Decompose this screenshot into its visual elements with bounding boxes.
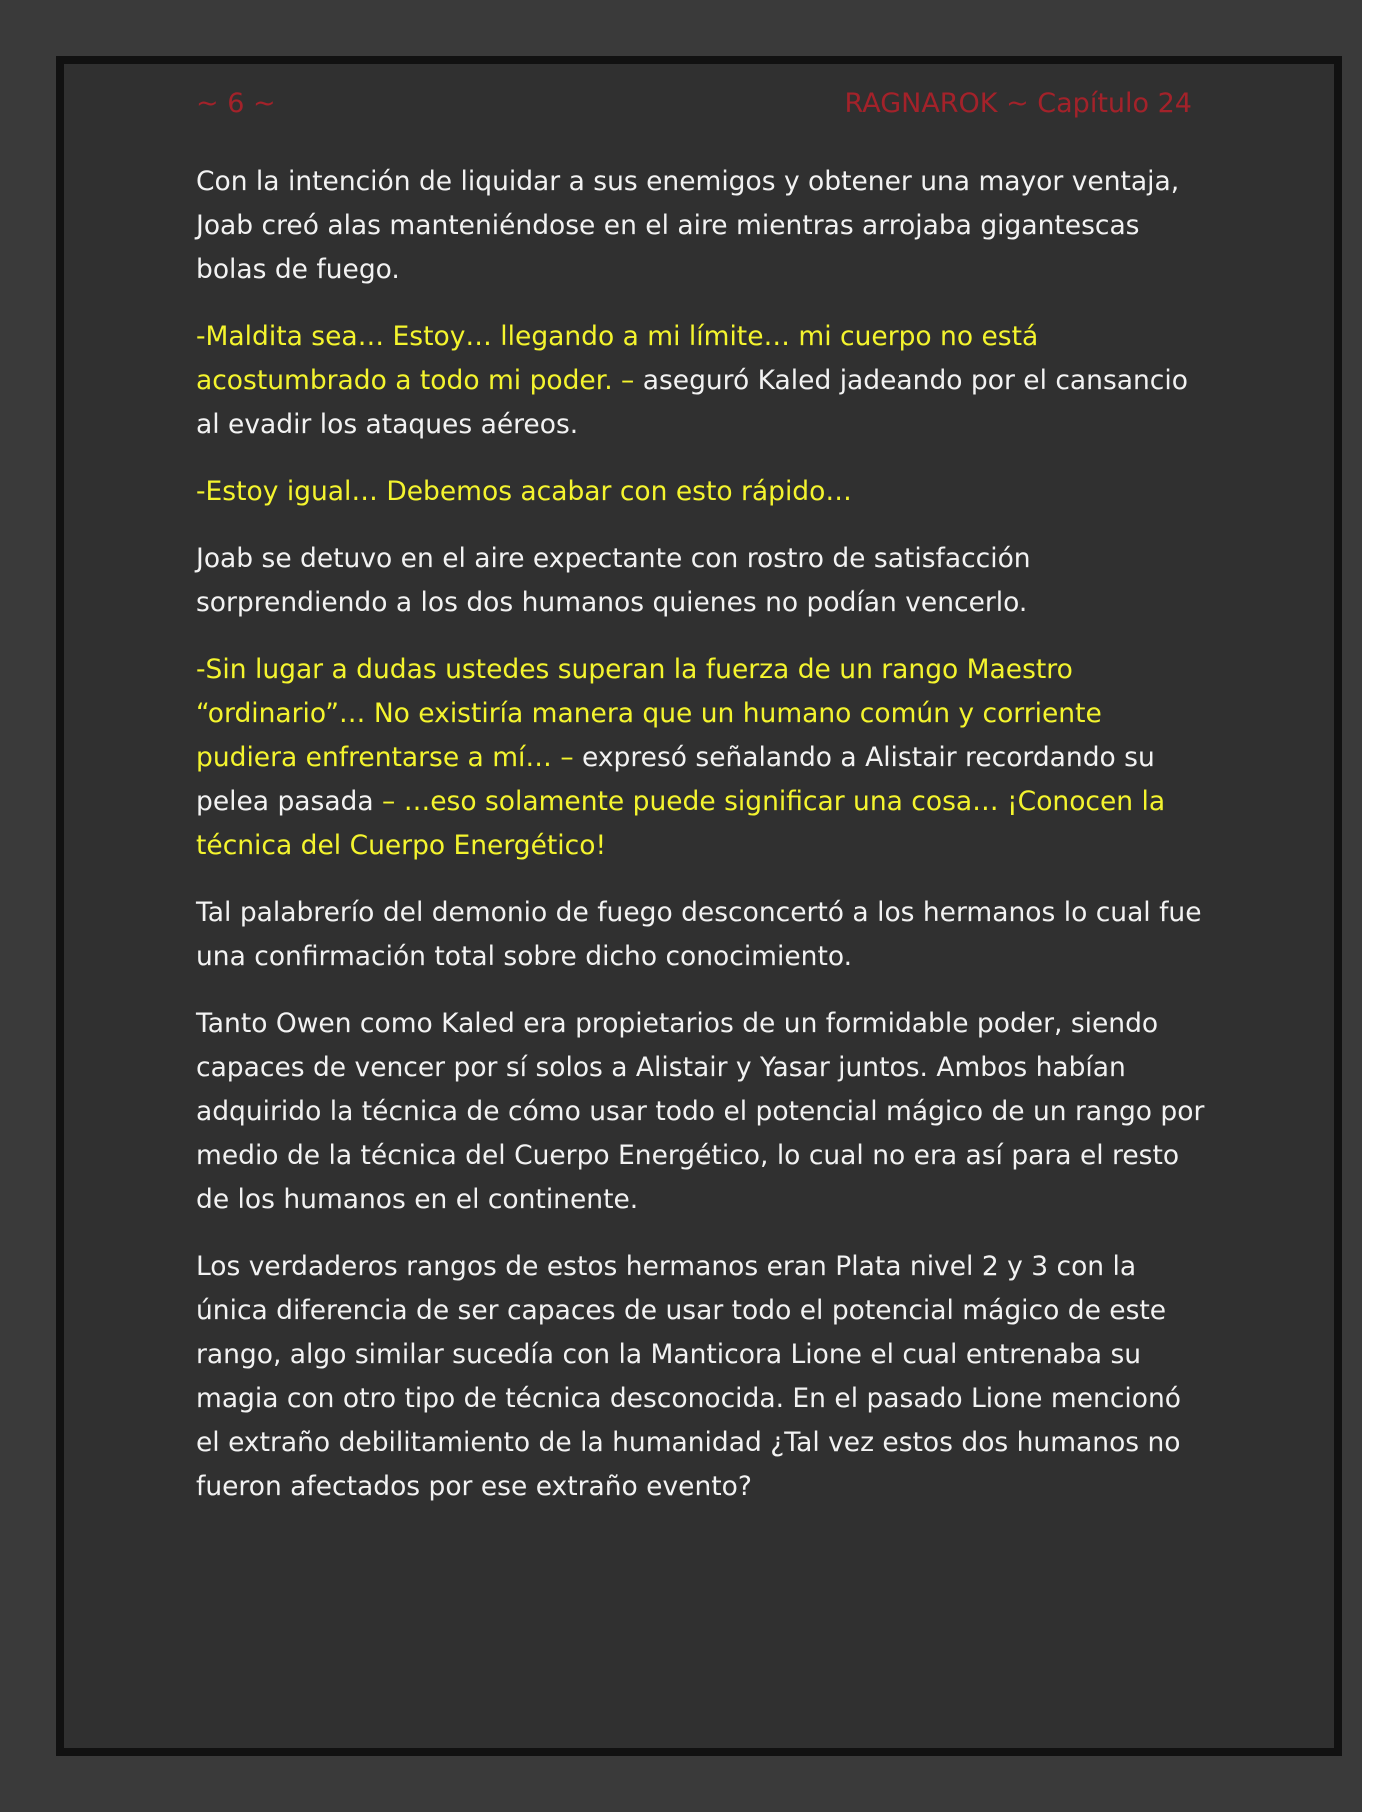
narration-text: Los verdaderos rangos de estos hermanos eran Plata nivel 2 y 3 con la única diferencia de ser capaces de usar todo el potencial mágico de este rango, algo similar sucedía con la Manticora Lione el cual entrenaba su magia con otro tipo de técnica desconocida. En el pasado Lione mencionó el extraño debilitamiento de la humanidad ¿Tal vez estos dos humanos no fueron afectados por ese extraño evento? — [196, 1251, 1181, 1502]
paragraph-7 — [196, 1002, 1206, 1222]
right-margin-strip — [1362, 0, 1400, 1812]
chapter-title: RAGNAROK ~ Capítulo 24 — [844, 88, 1192, 119]
paragraph-4 — [196, 537, 1206, 625]
narration-text: aseguró Kaled jadeando por el cansancio al evadir los ataques aéreos. — [196, 365, 1188, 440]
dialogue-text: -Sin lugar a dudas ustedes superan la fuerza de un rango Maestro “ordinario”… No existiría manera que un humano común y corriente pudiera enfrentarse a mí… – — [196, 654, 1102, 773]
narration-text: expresó señalando a Alistair recordando su pelea pasada — [196, 742, 1155, 817]
paragraph-2 — [196, 315, 1206, 447]
paragraph-8 — [196, 1245, 1206, 1509]
paragraph-3 — [196, 470, 1206, 514]
page-header — [196, 86, 1192, 122]
dialogue-text: -Estoy igual… Debemos acabar con esto rápido… — [196, 476, 852, 507]
paragraph-6 — [196, 891, 1206, 979]
narration-text: Tal palabrerío del demonio de fuego desconcertó a los hermanos lo cual fue una confirmación total sobre dicho conocimiento. — [196, 897, 1202, 972]
narration-text: Joab se detuvo en el aire expectante con rostro de satisfacción sorprendiendo a los dos humanos quienes no podían vencerlo. — [196, 543, 1031, 618]
paragraph-5 — [196, 648, 1206, 868]
page-body — [196, 160, 1206, 1532]
dialogue-text: – …eso solamente puede significar una cosa… ¡Conocen la técnica del Cuerpo Energético! — [196, 786, 1166, 861]
narration-text: Tanto Owen como Kaled era propietarios de un formidable poder, siendo capaces de vencer por sí solos a Alistair y Yasar juntos. Ambos habían adquirido la técnica de cómo usar todo el potencial mágico de un rango por medio de la técnica del Cuerpo Energético, lo cual no era así para el resto de los humanos en el continente. — [196, 1008, 1205, 1215]
paragraph-1 — [196, 160, 1206, 292]
narration-text: Con la intención de liquidar a sus enemigos y obtener una mayor ventaja, Joab creó alas manteniéndose en el aire mientras arrojaba gigantescas bolas de fuego. — [196, 166, 1180, 285]
page-number: ~ 6 ~ — [196, 88, 276, 119]
dialogue-text: -Maldita sea… Estoy… llegando a mi límite… mi cuerpo no está acostumbrado a todo mi poder. – — [196, 321, 1039, 396]
